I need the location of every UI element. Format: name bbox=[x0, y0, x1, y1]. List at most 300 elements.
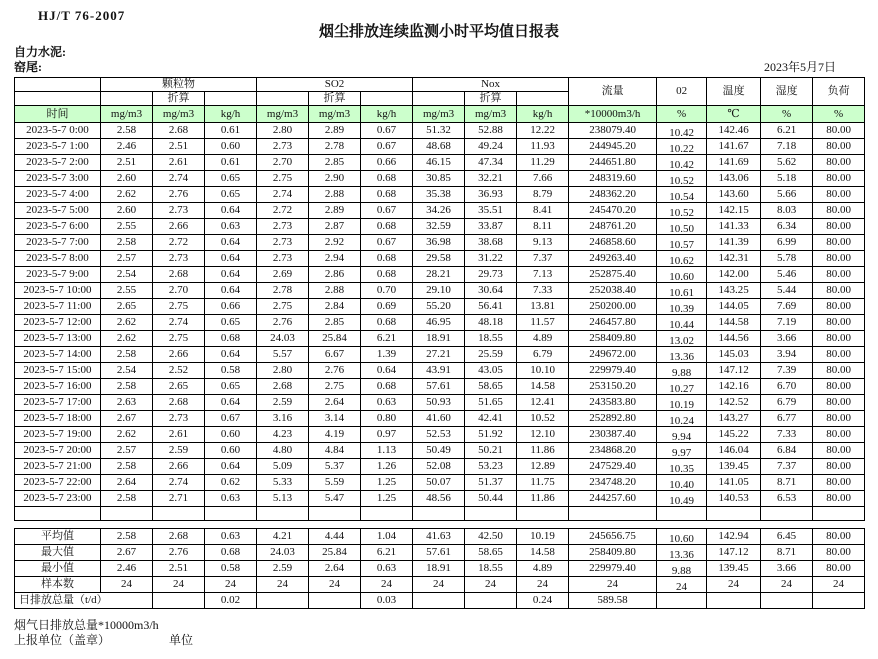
value-cell: 141.33 bbox=[707, 219, 761, 235]
value-cell: 11.86 bbox=[517, 491, 569, 507]
value-cell: 2.73 bbox=[257, 251, 309, 267]
data-rows bbox=[15, 123, 865, 521]
value-cell: 2.58 bbox=[101, 379, 153, 395]
value-cell: 10.24 bbox=[657, 411, 707, 427]
value-cell: 5.46 bbox=[761, 267, 813, 283]
value-cell: 2.76 bbox=[257, 315, 309, 331]
empty-cell bbox=[465, 507, 517, 521]
value-cell: 2.54 bbox=[101, 363, 153, 379]
value-cell: 2.89 bbox=[309, 203, 361, 219]
value-cell: 29.10 bbox=[413, 283, 465, 299]
value-cell: 1.25 bbox=[361, 491, 413, 507]
table-row bbox=[15, 411, 865, 427]
value-cell: 145.03 bbox=[707, 347, 761, 363]
summary-value-cell: 245656.75 bbox=[569, 529, 657, 545]
time-column-label: 时间 bbox=[15, 106, 101, 123]
value-cell: 2.66 bbox=[153, 347, 205, 363]
value-cell: 36.93 bbox=[465, 187, 517, 203]
value-cell: 58.65 bbox=[465, 379, 517, 395]
header-empty-cell bbox=[101, 92, 153, 106]
value-cell: 10.61 bbox=[657, 283, 707, 299]
header-group-row bbox=[15, 78, 865, 92]
value-cell: 42.41 bbox=[465, 411, 517, 427]
value-cell: 10.52 bbox=[517, 411, 569, 427]
value-cell: 238079.40 bbox=[569, 123, 657, 139]
value-cell: 80.00 bbox=[813, 331, 865, 347]
unit-cell: mg/m3 bbox=[257, 106, 309, 123]
value-cell: 9.97 bbox=[657, 443, 707, 459]
unit-cell: kg/h bbox=[361, 106, 413, 123]
value-cell: 5.78 bbox=[761, 251, 813, 267]
value-cell: 80.00 bbox=[813, 459, 865, 475]
value-cell: 51.65 bbox=[465, 395, 517, 411]
value-cell: 0.65 bbox=[205, 379, 257, 395]
summary-value-cell: 24 bbox=[707, 577, 761, 593]
time-cell: 2023-5-7 11:00 bbox=[15, 299, 101, 315]
value-cell: 2.55 bbox=[101, 283, 153, 299]
value-cell: 0.68 bbox=[361, 187, 413, 203]
value-cell: 2.65 bbox=[101, 299, 153, 315]
table-row bbox=[15, 491, 865, 507]
header-empty-cell bbox=[413, 92, 465, 106]
value-cell: 2.74 bbox=[153, 475, 205, 491]
time-cell: 2023-5-7 13:00 bbox=[15, 331, 101, 347]
summary-value-cell: 2.59 bbox=[257, 561, 309, 577]
summary-value-cell: 2.68 bbox=[153, 529, 205, 545]
col-o2: 02 bbox=[657, 78, 707, 106]
summary-row bbox=[15, 561, 865, 577]
summary-rows bbox=[15, 529, 865, 609]
value-cell: 1.25 bbox=[361, 475, 413, 491]
value-cell: 2.58 bbox=[101, 459, 153, 475]
value-cell: 2.94 bbox=[309, 251, 361, 267]
value-cell: 3.94 bbox=[761, 347, 813, 363]
summary-value-cell: 80.00 bbox=[813, 545, 865, 561]
table-row bbox=[15, 443, 865, 459]
time-cell: 2023-5-7 21:00 bbox=[15, 459, 101, 475]
value-cell: 2.67 bbox=[101, 411, 153, 427]
value-cell: 2.75 bbox=[309, 379, 361, 395]
empty-cell bbox=[205, 507, 257, 521]
summary-value-cell: 1.04 bbox=[361, 529, 413, 545]
summary-table bbox=[14, 528, 865, 609]
value-cell: 7.37 bbox=[761, 459, 813, 475]
value-cell: 7.66 bbox=[517, 171, 569, 187]
summary-value-cell: 18.55 bbox=[465, 561, 517, 577]
empty-cell bbox=[309, 507, 361, 521]
summary-value-cell: 24 bbox=[413, 577, 465, 593]
value-cell: 9.13 bbox=[517, 235, 569, 251]
value-cell: 80.00 bbox=[813, 347, 865, 363]
value-cell: 51.32 bbox=[413, 123, 465, 139]
table-row bbox=[15, 427, 865, 443]
value-cell: 2.66 bbox=[153, 459, 205, 475]
report-unit-label: 上报单位（盖章） bbox=[14, 633, 111, 647]
value-cell: 246457.80 bbox=[569, 315, 657, 331]
time-cell: 2023-5-7 5:00 bbox=[15, 203, 101, 219]
time-cell: 2023-5-7 12:00 bbox=[15, 315, 101, 331]
value-cell: 0.68 bbox=[361, 171, 413, 187]
value-cell: 5.62 bbox=[761, 155, 813, 171]
time-cell: 2023-5-7 8:00 bbox=[15, 251, 101, 267]
unit-label: 单位 bbox=[169, 633, 194, 647]
value-cell: 12.41 bbox=[517, 395, 569, 411]
header-empty-cell bbox=[257, 92, 309, 106]
value-cell: 8.71 bbox=[761, 475, 813, 491]
value-cell: 36.98 bbox=[413, 235, 465, 251]
table-row bbox=[15, 123, 865, 139]
time-cell: 2023-5-7 9:00 bbox=[15, 267, 101, 283]
value-cell: 0.64 bbox=[361, 363, 413, 379]
value-cell: 35.38 bbox=[413, 187, 465, 203]
table-row bbox=[15, 203, 865, 219]
value-cell: 52.88 bbox=[465, 123, 517, 139]
value-cell: 244945.20 bbox=[569, 139, 657, 155]
value-cell: 0.60 bbox=[205, 427, 257, 443]
time-cell: 2023-5-7 19:00 bbox=[15, 427, 101, 443]
unit-cell: % bbox=[657, 106, 707, 123]
value-cell: 7.37 bbox=[517, 251, 569, 267]
value-cell: 2.73 bbox=[257, 139, 309, 155]
value-cell: 49.24 bbox=[465, 139, 517, 155]
value-cell: 142.31 bbox=[707, 251, 761, 267]
value-cell: 6.67 bbox=[309, 347, 361, 363]
value-cell: 50.93 bbox=[413, 395, 465, 411]
summary-value-cell: 14.58 bbox=[517, 545, 569, 561]
value-cell: 6.53 bbox=[761, 491, 813, 507]
value-cell: 0.68 bbox=[361, 219, 413, 235]
time-cell: 2023-5-7 2:00 bbox=[15, 155, 101, 171]
value-cell: 4.84 bbox=[309, 443, 361, 459]
value-cell: 2.68 bbox=[153, 123, 205, 139]
value-cell: 7.33 bbox=[761, 427, 813, 443]
value-cell: 145.22 bbox=[707, 427, 761, 443]
summary-value-cell: 57.61 bbox=[413, 545, 465, 561]
value-cell: 142.00 bbox=[707, 267, 761, 283]
value-cell: 80.00 bbox=[813, 219, 865, 235]
unit-cell: mg/m3 bbox=[101, 106, 153, 123]
daily-total-cell bbox=[153, 593, 205, 609]
empty-cell bbox=[153, 507, 205, 521]
summary-value-cell: 4.21 bbox=[257, 529, 309, 545]
value-cell: 2.57 bbox=[101, 251, 153, 267]
summary-value-cell: 24 bbox=[761, 577, 813, 593]
summary-value-cell: 2.76 bbox=[153, 545, 205, 561]
time-cell: 2023-5-7 10:00 bbox=[15, 283, 101, 299]
value-cell: 2.54 bbox=[101, 267, 153, 283]
value-cell: 2.58 bbox=[101, 235, 153, 251]
value-cell: 5.59 bbox=[309, 475, 361, 491]
value-cell: 29.73 bbox=[465, 267, 517, 283]
table-row bbox=[15, 187, 865, 203]
summary-value-cell: 4.44 bbox=[309, 529, 361, 545]
value-cell: 11.57 bbox=[517, 315, 569, 331]
value-cell: 11.29 bbox=[517, 155, 569, 171]
value-cell: 1.26 bbox=[361, 459, 413, 475]
value-cell: 142.16 bbox=[707, 379, 761, 395]
time-cell: 2023-5-7 14:00 bbox=[15, 347, 101, 363]
time-cell: 2023-5-7 18:00 bbox=[15, 411, 101, 427]
value-cell: 80.00 bbox=[813, 379, 865, 395]
time-cell: 2023-5-7 0:00 bbox=[15, 123, 101, 139]
value-cell: 0.68 bbox=[361, 379, 413, 395]
value-cell: 80.00 bbox=[813, 251, 865, 267]
value-cell: 3.66 bbox=[761, 331, 813, 347]
col-humidity: 湿度 bbox=[761, 78, 813, 106]
value-cell: 11.75 bbox=[517, 475, 569, 491]
value-cell: 18.55 bbox=[465, 331, 517, 347]
value-cell: 2.51 bbox=[153, 139, 205, 155]
value-cell: 0.80 bbox=[361, 411, 413, 427]
kiln-label: 窑尾: bbox=[14, 60, 42, 74]
footer bbox=[14, 618, 878, 648]
summary-value-cell: 258409.80 bbox=[569, 545, 657, 561]
value-cell: 80.00 bbox=[813, 187, 865, 203]
value-cell: 10.62 bbox=[657, 251, 707, 267]
value-cell: 234868.20 bbox=[569, 443, 657, 459]
value-cell: 6.21 bbox=[761, 123, 813, 139]
daily-total-row bbox=[15, 593, 865, 609]
value-cell: 2.92 bbox=[309, 235, 361, 251]
value-cell: 27.21 bbox=[413, 347, 465, 363]
value-cell: 24.03 bbox=[257, 331, 309, 347]
report-date: 2023年5月7日 bbox=[763, 60, 836, 74]
value-cell: 146.04 bbox=[707, 443, 761, 459]
summary-value-cell: 24 bbox=[309, 577, 361, 593]
value-cell: 2.70 bbox=[257, 155, 309, 171]
summary-value-cell: 42.50 bbox=[465, 529, 517, 545]
value-cell: 80.00 bbox=[813, 395, 865, 411]
col-temperature: 温度 bbox=[707, 78, 761, 106]
value-cell: 48.18 bbox=[465, 315, 517, 331]
value-cell: 7.13 bbox=[517, 267, 569, 283]
value-cell: 0.65 bbox=[205, 187, 257, 203]
value-cell: 47.34 bbox=[465, 155, 517, 171]
value-cell: 248319.60 bbox=[569, 171, 657, 187]
daily-total-cell bbox=[657, 593, 707, 609]
value-cell: 10.39 bbox=[657, 299, 707, 315]
value-cell: 2.58 bbox=[101, 123, 153, 139]
value-cell: 80.00 bbox=[813, 203, 865, 219]
table-row bbox=[15, 331, 865, 347]
value-cell: 253150.20 bbox=[569, 379, 657, 395]
value-cell: 2.62 bbox=[101, 187, 153, 203]
value-cell: 0.58 bbox=[205, 363, 257, 379]
value-cell: 144.05 bbox=[707, 299, 761, 315]
daily-total-cell bbox=[465, 593, 517, 609]
value-cell: 10.22 bbox=[657, 139, 707, 155]
empty-cell bbox=[707, 507, 761, 521]
value-cell: 2.87 bbox=[309, 219, 361, 235]
value-cell: 2.80 bbox=[257, 123, 309, 139]
col-flow: 流量 bbox=[569, 78, 657, 106]
value-cell: 35.51 bbox=[465, 203, 517, 219]
value-cell: 10.57 bbox=[657, 235, 707, 251]
value-cell: 243583.80 bbox=[569, 395, 657, 411]
value-cell: 0.69 bbox=[361, 299, 413, 315]
value-cell: 2.76 bbox=[309, 363, 361, 379]
value-cell: 0.66 bbox=[361, 155, 413, 171]
value-cell: 56.41 bbox=[465, 299, 517, 315]
summary-value-cell: 24 bbox=[657, 577, 707, 593]
value-cell: 0.68 bbox=[205, 331, 257, 347]
table-row bbox=[15, 267, 865, 283]
daily-total-cell: 0.03 bbox=[361, 593, 413, 609]
unit-cell: mg/m3 bbox=[309, 106, 361, 123]
value-cell: 0.64 bbox=[205, 251, 257, 267]
summary-label-cell: 平均值 bbox=[15, 529, 101, 545]
table-row bbox=[15, 379, 865, 395]
value-cell: 5.44 bbox=[761, 283, 813, 299]
value-cell: 2.68 bbox=[153, 395, 205, 411]
value-cell: 2.62 bbox=[101, 427, 153, 443]
value-cell: 2.70 bbox=[153, 283, 205, 299]
value-cell: 2.58 bbox=[101, 491, 153, 507]
value-cell: 2.75 bbox=[257, 299, 309, 315]
value-cell: 18.91 bbox=[413, 331, 465, 347]
summary-value-cell: 0.58 bbox=[205, 561, 257, 577]
value-cell: 229979.40 bbox=[569, 363, 657, 379]
value-cell: 2.88 bbox=[309, 187, 361, 203]
daily-total-cell bbox=[813, 593, 865, 609]
empty-cell bbox=[813, 507, 865, 521]
value-cell: 252038.40 bbox=[569, 283, 657, 299]
summary-value-cell: 229979.40 bbox=[569, 561, 657, 577]
value-cell: 25.84 bbox=[309, 331, 361, 347]
value-cell: 2.60 bbox=[101, 203, 153, 219]
value-cell: 2.74 bbox=[257, 187, 309, 203]
col-load: 负荷 bbox=[813, 78, 865, 106]
summary-value-cell: 24 bbox=[813, 577, 865, 593]
daily-total-cell bbox=[707, 593, 761, 609]
value-cell: 2.64 bbox=[309, 395, 361, 411]
summary-value-cell: 24 bbox=[569, 577, 657, 593]
daily-total-label: 日排放总量（t/d） bbox=[15, 593, 153, 609]
daily-total-cell bbox=[761, 593, 813, 609]
value-cell: 2.62 bbox=[101, 315, 153, 331]
value-cell: 2.63 bbox=[101, 395, 153, 411]
value-cell: 0.97 bbox=[361, 427, 413, 443]
value-cell: 2.86 bbox=[309, 267, 361, 283]
value-cell: 80.00 bbox=[813, 299, 865, 315]
value-cell: 43.05 bbox=[465, 363, 517, 379]
value-cell: 13.81 bbox=[517, 299, 569, 315]
value-cell: 50.49 bbox=[413, 443, 465, 459]
daily-total-cell: 0.24 bbox=[517, 593, 569, 609]
value-cell: 50.07 bbox=[413, 475, 465, 491]
empty-cell bbox=[257, 507, 309, 521]
summary-value-cell: 58.65 bbox=[465, 545, 517, 561]
time-cell: 2023-5-7 7:00 bbox=[15, 235, 101, 251]
value-cell: 2.73 bbox=[153, 251, 205, 267]
summary-value-cell: 24 bbox=[205, 577, 257, 593]
time-cell: 2023-5-7 17:00 bbox=[15, 395, 101, 411]
table-row bbox=[15, 475, 865, 491]
value-cell: 2.75 bbox=[257, 171, 309, 187]
value-cell: 6.84 bbox=[761, 443, 813, 459]
value-cell: 80.00 bbox=[813, 475, 865, 491]
value-cell: 5.18 bbox=[761, 171, 813, 187]
value-cell: 80.00 bbox=[813, 139, 865, 155]
page-title: 烟尘排放连续监测小时平均值日报表 bbox=[318, 24, 559, 40]
value-cell: 0.66 bbox=[205, 299, 257, 315]
table-row bbox=[15, 283, 865, 299]
unit-cell: % bbox=[813, 106, 865, 123]
value-cell: 0.65 bbox=[205, 171, 257, 187]
value-cell: 2.73 bbox=[153, 411, 205, 427]
value-cell: 141.05 bbox=[707, 475, 761, 491]
header-empty-cell bbox=[517, 92, 569, 106]
value-cell: 38.68 bbox=[465, 235, 517, 251]
value-cell: 52.53 bbox=[413, 427, 465, 443]
value-cell: 80.00 bbox=[813, 363, 865, 379]
value-cell: 5.37 bbox=[309, 459, 361, 475]
value-cell: 0.64 bbox=[205, 203, 257, 219]
value-cell: 34.26 bbox=[413, 203, 465, 219]
value-cell: 139.45 bbox=[707, 459, 761, 475]
value-cell: 10.35 bbox=[657, 459, 707, 475]
table-row bbox=[15, 235, 865, 251]
value-cell: 53.23 bbox=[465, 459, 517, 475]
value-cell: 2.73 bbox=[257, 219, 309, 235]
value-cell: 0.64 bbox=[205, 267, 257, 283]
summary-value-cell: 2.64 bbox=[309, 561, 361, 577]
header-empty-cell bbox=[361, 92, 413, 106]
value-cell: 142.15 bbox=[707, 203, 761, 219]
header-empty-cell bbox=[15, 92, 101, 106]
value-cell: 80.00 bbox=[813, 171, 865, 187]
value-cell: 0.60 bbox=[205, 443, 257, 459]
flue-gas-note: 烟气日排放总量*10000m3/h bbox=[14, 618, 159, 632]
value-cell: 32.59 bbox=[413, 219, 465, 235]
summary-value-cell: 2.51 bbox=[153, 561, 205, 577]
value-cell: 10.44 bbox=[657, 315, 707, 331]
value-cell: 6.34 bbox=[761, 219, 813, 235]
value-cell: 4.19 bbox=[309, 427, 361, 443]
value-cell: 2.74 bbox=[153, 171, 205, 187]
value-cell: 230387.40 bbox=[569, 427, 657, 443]
value-cell: 6.79 bbox=[517, 347, 569, 363]
summary-value-cell: 2.67 bbox=[101, 545, 153, 561]
value-cell: 31.22 bbox=[465, 251, 517, 267]
value-cell: 5.66 bbox=[761, 187, 813, 203]
time-cell: 2023-5-7 4:00 bbox=[15, 187, 101, 203]
value-cell: 10.42 bbox=[657, 155, 707, 171]
summary-value-cell: 24 bbox=[517, 577, 569, 593]
summary-value-cell: 10.19 bbox=[517, 529, 569, 545]
value-cell: 2.61 bbox=[153, 155, 205, 171]
table-row bbox=[15, 219, 865, 235]
time-cell: 2023-5-7 23:00 bbox=[15, 491, 101, 507]
value-cell: 2.74 bbox=[153, 315, 205, 331]
empty-cell bbox=[361, 507, 413, 521]
value-cell: 7.33 bbox=[517, 283, 569, 299]
value-cell: 244651.80 bbox=[569, 155, 657, 171]
value-cell: 12.22 bbox=[517, 123, 569, 139]
value-cell: 0.65 bbox=[205, 315, 257, 331]
value-cell: 4.89 bbox=[517, 331, 569, 347]
summary-value-cell: 24.03 bbox=[257, 545, 309, 561]
value-cell: 2.78 bbox=[309, 139, 361, 155]
value-cell: 2.51 bbox=[101, 155, 153, 171]
value-cell: 10.42 bbox=[657, 123, 707, 139]
time-cell: 2023-5-7 16:00 bbox=[15, 379, 101, 395]
col-group-particulate: 颗粒物 bbox=[101, 78, 257, 92]
value-cell: 12.89 bbox=[517, 459, 569, 475]
summary-value-cell: 6.21 bbox=[361, 545, 413, 561]
value-cell: 10.52 bbox=[657, 203, 707, 219]
value-cell: 2.72 bbox=[153, 235, 205, 251]
